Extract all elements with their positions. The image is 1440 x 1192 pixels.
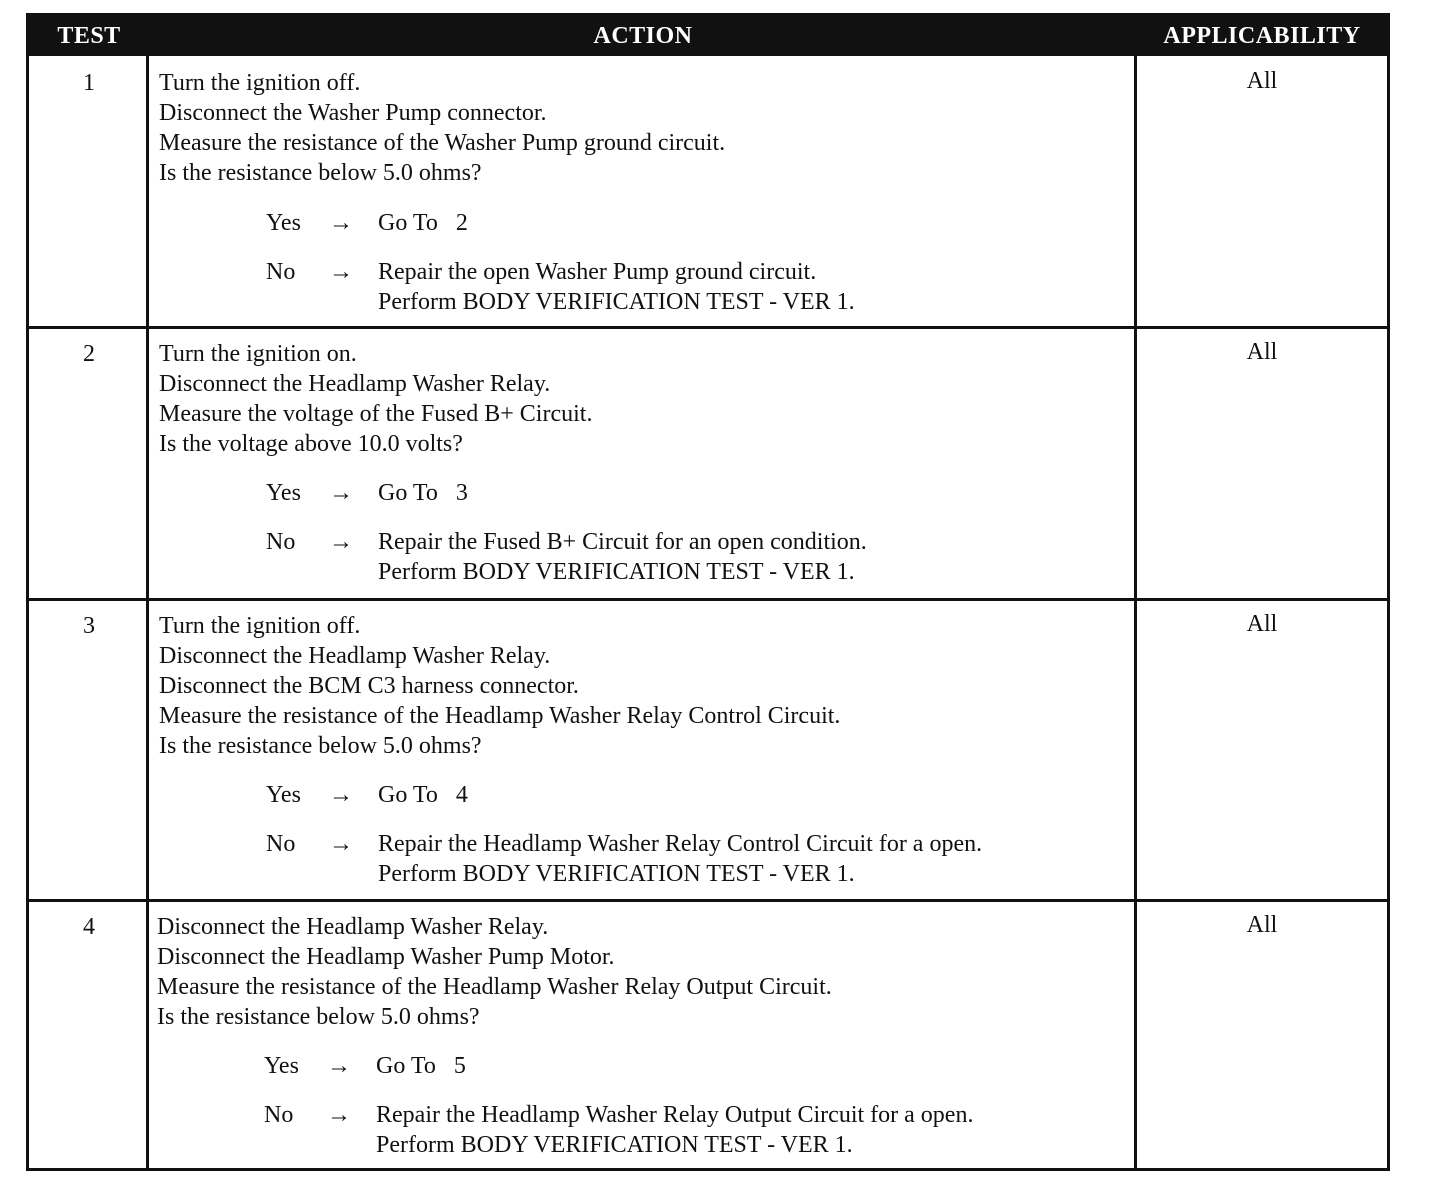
yes-text: Go To 2 bbox=[378, 210, 468, 236]
diagnostic-test-table bbox=[26, 13, 1390, 1171]
table-row bbox=[29, 326, 1387, 598]
action-cell bbox=[159, 611, 1129, 889]
arrow-icon: → bbox=[329, 210, 353, 236]
arrow-icon: → bbox=[329, 831, 353, 857]
no-result-continued bbox=[159, 287, 1129, 317]
yes-label: Yes bbox=[264, 1053, 299, 1079]
yes-text: Go To 4 bbox=[378, 782, 468, 808]
no-result bbox=[159, 257, 1129, 287]
no-text-verification: Perform BODY VERIFICATION TEST - VER 1. bbox=[376, 1132, 853, 1158]
no-text: Repair the Headlamp Washer Relay Output Circuit for a open. bbox=[376, 1102, 974, 1128]
action-step: Is the voltage above 10.0 volts? bbox=[159, 431, 463, 457]
action-step: Measure the resistance of the Headlamp Washer Relay Output Circuit. bbox=[157, 974, 832, 1000]
yes-result bbox=[159, 478, 1129, 508]
arrow-icon: → bbox=[329, 259, 353, 285]
yes-label: Yes bbox=[266, 782, 301, 808]
yes-result bbox=[157, 1051, 1127, 1081]
yes-result bbox=[159, 780, 1129, 810]
arrow-icon: → bbox=[329, 782, 353, 808]
applicability-value: All bbox=[1246, 912, 1278, 938]
action-step: Disconnect the Washer Pump connector. bbox=[159, 100, 547, 126]
action-cell bbox=[159, 339, 1129, 587]
action-step: Measure the resistance of the Headlamp Washer Relay Control Circuit. bbox=[159, 703, 841, 729]
arrow-icon: → bbox=[327, 1053, 351, 1079]
test-number: 2 bbox=[83, 341, 95, 367]
action-step: Disconnect the Headlamp Washer Pump Motor. bbox=[157, 944, 615, 970]
action-step: Turn the ignition off. bbox=[159, 70, 361, 96]
test-number: 3 bbox=[83, 613, 95, 639]
no-result-continued bbox=[159, 557, 1129, 587]
table-row bbox=[29, 598, 1387, 899]
yes-result bbox=[159, 208, 1129, 238]
action-step: Disconnect the Headlamp Washer Relay. bbox=[157, 914, 549, 940]
table-row bbox=[29, 56, 1387, 326]
action-step: Measure the voltage of the Fused B+ Circuit. bbox=[159, 401, 593, 427]
no-label: No bbox=[266, 259, 296, 285]
applicability-value: All bbox=[1246, 611, 1278, 637]
no-result bbox=[159, 829, 1129, 859]
action-step: Disconnect the Headlamp Washer Relay. bbox=[159, 371, 551, 397]
action-step: Is the resistance below 5.0 ohms? bbox=[159, 733, 482, 759]
no-result bbox=[159, 527, 1129, 557]
no-label: No bbox=[266, 529, 296, 555]
no-label: No bbox=[264, 1102, 294, 1128]
table-header bbox=[29, 16, 1387, 56]
action-step: Disconnect the Headlamp Washer Relay. bbox=[159, 643, 551, 669]
yes-text: Go To 5 bbox=[376, 1053, 466, 1079]
no-text-verification: Perform BODY VERIFICATION TEST - VER 1. bbox=[378, 559, 855, 585]
test-number: 1 bbox=[83, 70, 95, 96]
action-cell bbox=[157, 912, 1127, 1160]
table-row bbox=[29, 899, 1387, 1168]
no-text: Repair the open Washer Pump ground circuit. bbox=[378, 259, 817, 285]
arrow-icon: → bbox=[329, 529, 353, 555]
arrow-icon: → bbox=[329, 480, 353, 506]
action-step: Is the resistance below 5.0 ohms? bbox=[159, 160, 482, 186]
yes-label: Yes bbox=[266, 210, 301, 236]
no-text-verification: Perform BODY VERIFICATION TEST - VER 1. bbox=[378, 861, 855, 887]
header-action: ACTION bbox=[593, 23, 693, 49]
arrow-icon: → bbox=[327, 1102, 351, 1128]
action-step: Disconnect the BCM C3 harness connector. bbox=[159, 673, 579, 699]
no-text: Repair the Headlamp Washer Relay Control Circuit for a open. bbox=[378, 831, 983, 857]
yes-text: Go To 3 bbox=[378, 480, 468, 506]
action-step: Measure the resistance of the Washer Pump ground circuit. bbox=[159, 130, 726, 156]
applicability-value: All bbox=[1246, 68, 1278, 94]
no-text: Repair the Fused B+ Circuit for an open condition. bbox=[378, 529, 867, 555]
action-cell bbox=[159, 68, 1129, 317]
no-result-continued bbox=[157, 1130, 1127, 1160]
no-label: No bbox=[266, 831, 296, 857]
no-result-continued bbox=[159, 859, 1129, 889]
header-applicability: APPLICABILITY bbox=[1163, 23, 1361, 49]
action-step: Turn the ignition off. bbox=[159, 613, 361, 639]
test-number: 4 bbox=[83, 914, 95, 940]
applicability-value: All bbox=[1246, 339, 1278, 365]
no-result bbox=[157, 1100, 1127, 1130]
header-test: TEST bbox=[57, 23, 121, 49]
action-step: Turn the ignition on. bbox=[159, 341, 357, 367]
no-text-verification: Perform BODY VERIFICATION TEST - VER 1. bbox=[378, 289, 855, 315]
yes-label: Yes bbox=[266, 480, 301, 506]
action-step: Is the resistance below 5.0 ohms? bbox=[157, 1004, 480, 1030]
